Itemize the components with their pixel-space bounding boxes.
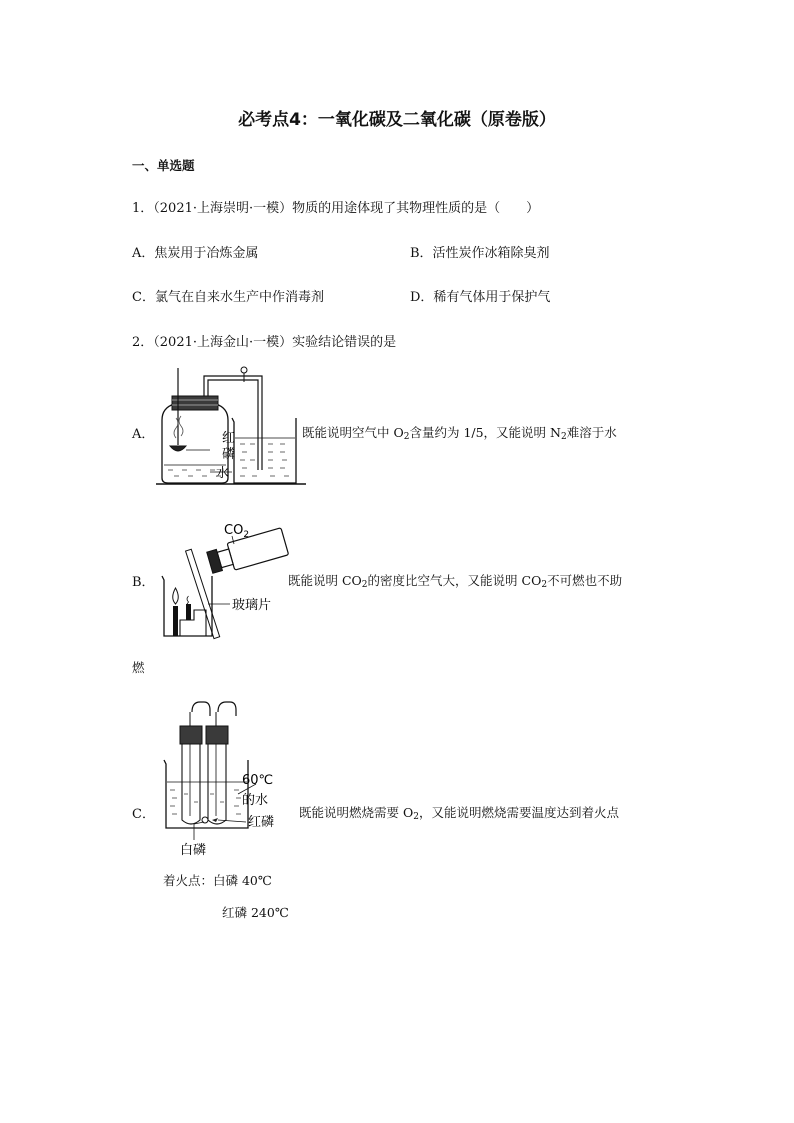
q2-option-c-letter: C． (132, 807, 155, 822)
label-water: 水 (216, 466, 230, 481)
q2-option-a-caption: 既能说明空气中 $O_2$含量约为 1/5，又能说明 $N_2$难溶于水 (302, 425, 617, 442)
apparatus-a-diagram (150, 362, 310, 494)
q1-option-c: C．氯气在自来水生产中作消毒剂 (132, 290, 324, 305)
apparatus-c-diagram (150, 698, 300, 858)
question-1-stem: 1．（2021·上海崇明·一模）物质的用途体现了其物理性质的是（ ） (132, 201, 540, 216)
q1-option-b: B．活性炭作冰箱除臭剂 (410, 246, 550, 261)
q2-option-b-letter: B． (132, 575, 155, 590)
label-red: 红 (222, 431, 236, 446)
q1-option-a: A．焦炭用于冶炼金属 (132, 246, 259, 261)
q2-option-c-caption: 既能说明燃烧需要 $O_2$，又能说明燃烧需要温度达到着火点 (299, 805, 619, 822)
label-white-phosphorus: 白磷 (180, 843, 207, 858)
q2-option-a-letter: A． (132, 427, 155, 442)
q2-option-b-caption-wrap: 燃 (132, 660, 145, 675)
q2-option-b-caption: 既能说明 $CO_2$的密度比空气大，又能说明 $CO_2$不可燃也不助 (288, 573, 623, 590)
question-2-stem: 2．（2021·上海金山·一模）实验结论错误的是 (132, 335, 397, 350)
apparatus-b-diagram (150, 512, 290, 642)
label-water-c: 的水 (242, 793, 269, 808)
page-title: 必考点4：一氧化碳及二氧化碳（原卷版） (238, 110, 556, 130)
ignition-point-red: 红磷 240℃ (222, 905, 289, 920)
label-glass-plate: 玻璃片 (232, 598, 272, 613)
label-red-phosphorus: 红磷 (248, 815, 275, 830)
label-temperature: 60℃ (242, 773, 274, 788)
q1-option-d: D．稀有气体用于保护气 (410, 290, 551, 305)
label-phosphorus: 磷 (222, 447, 236, 462)
section-heading: 一、单选题 (132, 158, 195, 173)
ignition-point-white: 着火点：白磷 40℃ (163, 873, 272, 888)
label-co2: $CO_2$ (224, 523, 250, 540)
